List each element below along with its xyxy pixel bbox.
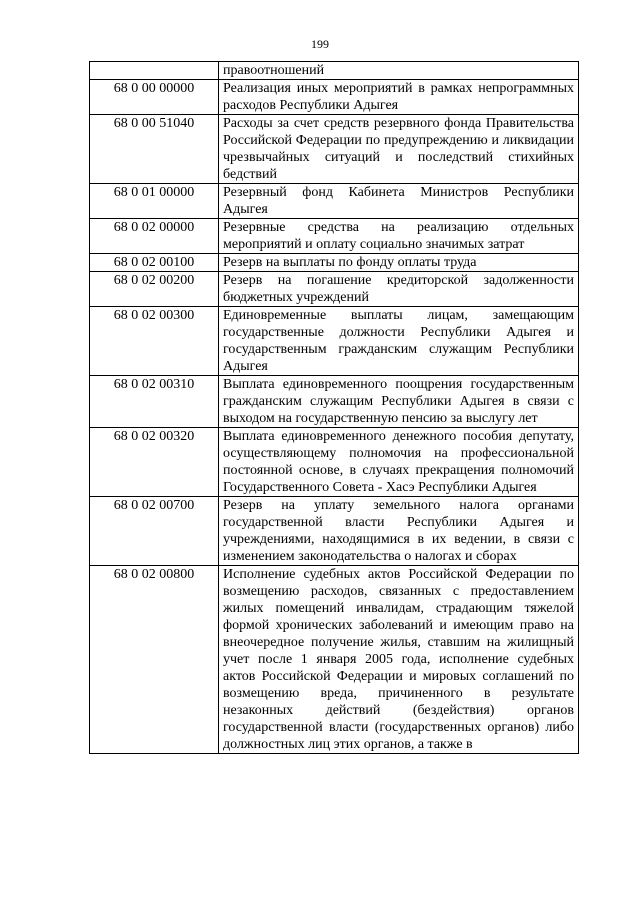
table-row xyxy=(90,184,579,219)
budget-classification-table xyxy=(89,61,579,754)
row-description: Реализация иных мероприятий в рамках непрограммных расходов Республики Адыгея xyxy=(219,80,579,115)
row-code: 68 0 01 00000 xyxy=(90,184,219,219)
page-number: 199 xyxy=(311,37,329,51)
table-row xyxy=(90,115,579,184)
row-code: 68 0 02 00700 xyxy=(90,497,219,566)
row-description: Резервные средства на реализацию отдельных мероприятий и оплату социально значимых затрат xyxy=(219,219,579,254)
row-code: 68 0 02 00200 xyxy=(90,272,219,307)
row-code: 68 0 02 00300 xyxy=(90,307,219,376)
row-description: Выплата единовременного поощрения государственным гражданским служащим Республики Адыгея в связи с выходом на государственную пенсию за выслугу лет xyxy=(219,376,579,428)
row-description: Резерв на выплаты по фонду оплаты труда xyxy=(219,254,579,272)
table-row xyxy=(90,376,579,428)
row-code xyxy=(90,62,219,80)
row-description: правоотношений xyxy=(219,62,579,80)
row-description: Единовременные выплаты лицам, замещающим государственные должности Республики Адыгея и государственным гражданским служащим Республики Адыгея xyxy=(219,307,579,376)
table-row xyxy=(90,307,579,376)
row-code: 68 0 00 51040 xyxy=(90,115,219,184)
table-row xyxy=(90,272,579,307)
row-code: 68 0 02 00320 xyxy=(90,428,219,497)
row-code: 68 0 00 00000 xyxy=(90,80,219,115)
row-description: Расходы за счет средств резервного фонда Правительства Российской Федерации по предупреждению и ликвидации чрезвычайных ситуаций и последствий стихийных бедствий xyxy=(219,115,579,184)
table-row xyxy=(90,254,579,272)
row-description: Выплата единовременного денежного пособия депутату, осуществляющему полномочия на профессиональной постоянной основе, в случаях прекращения полномочий Государственного Совета - Хасэ Республики Адыгея xyxy=(219,428,579,497)
row-description: Резерв на уплату земельного налога органами государственной власти Республики Адыгея и учреждениями, находящимися в их ведении, в связи с изменением законодательства о налогах и сборах xyxy=(219,497,579,566)
table-row xyxy=(90,566,579,754)
table-row xyxy=(90,219,579,254)
row-code: 68 0 02 00000 xyxy=(90,219,219,254)
row-description: Исполнение судебных актов Российской Федерации по возмещению расходов, связанных с предоставлением жилых помещений инвалидам, страдающим тяжелой формой хронических заболеваний и имеющим право на внеочередное получение жилья, ставшим на жилищный учет после 1 января 2005 года, исполнение судебных актов Российской Федерации и мировых соглашений по возмещению вреда, причиненного в результате незаконных действий (бездействия) органов государственной власти (государственных органов) либо должностных лиц этих органов, а также в xyxy=(219,566,579,754)
table-row xyxy=(90,497,579,566)
table-row xyxy=(90,62,579,80)
row-code: 68 0 02 00800 xyxy=(90,566,219,754)
row-code: 68 0 02 00310 xyxy=(90,376,219,428)
table-row xyxy=(90,80,579,115)
row-description: Резервный фонд Кабинета Министров Республики Адыгея xyxy=(219,184,579,219)
row-code: 68 0 02 00100 xyxy=(90,254,219,272)
row-description: Резерв на погашение кредиторской задолженности бюджетных учреждений xyxy=(219,272,579,307)
table-row xyxy=(90,428,579,497)
